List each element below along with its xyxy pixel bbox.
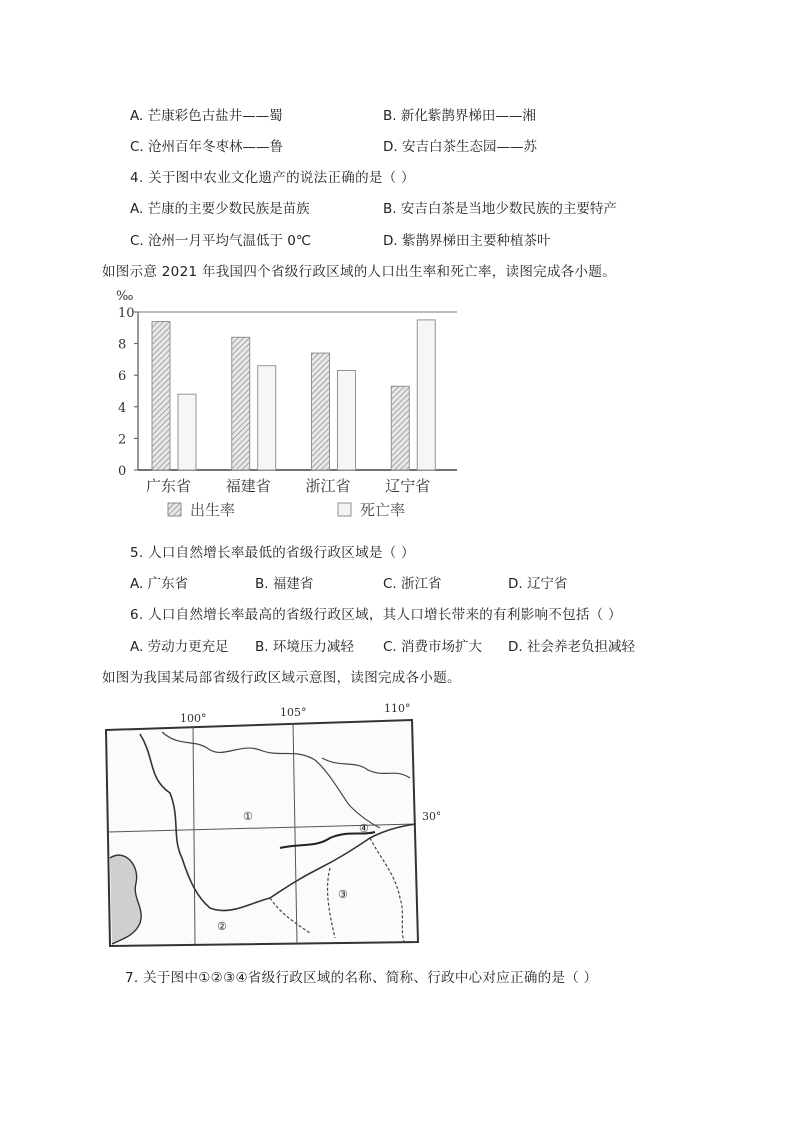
bar-birth-rate xyxy=(152,321,170,470)
chart-legend xyxy=(168,501,405,519)
y-tick-label: 2 xyxy=(118,432,127,448)
bar-birth-rate xyxy=(312,353,330,470)
q3-option-b: B. 新化紫鹊界梯田——湘 xyxy=(383,108,536,124)
q5-option-b: B. 福建省 xyxy=(255,576,314,592)
bar-death-rate xyxy=(178,394,196,470)
q4-option-b: B. 安吉白茶是当地少数民族的主要特产 xyxy=(383,201,617,217)
q4-option-d: D. 紫鹊界梯田主要种植茶叶 xyxy=(383,233,551,249)
lat-label-30: 30° xyxy=(422,810,440,823)
x-category-label: 辽宁省 xyxy=(385,477,431,495)
chart-intro: 如图示意 2021 年我国四个省级行政区域的人口出生率和死亡率，读图完成各小题。 xyxy=(102,264,616,280)
y-tick-label: 10 xyxy=(118,306,135,321)
q5-option-c: C. 浙江省 xyxy=(383,576,442,592)
question-5-stem: 5. 人口自然增长率最低的省级行政区域是（ ） xyxy=(130,545,415,561)
lon-label-105: 105° xyxy=(280,706,307,719)
map-marker-2: ② xyxy=(217,920,227,933)
q3-option-c: C. 沧州百年冬枣林——鲁 xyxy=(130,139,284,155)
bar-death-rate xyxy=(417,320,435,470)
bar-death-rate xyxy=(338,370,356,470)
y-tick-label: 8 xyxy=(118,337,127,353)
y-tick-label: 6 xyxy=(118,369,127,385)
q6-option-b: B. 环境压力减轻 xyxy=(255,639,354,655)
y-unit-label: ‰ xyxy=(116,289,134,304)
map-marker-4: ④ xyxy=(359,822,369,835)
y-tick-label: 0 xyxy=(118,464,127,479)
x-category-label: 浙江省 xyxy=(305,477,351,495)
question-7-stem: 7. 关于图中①②③④省级行政区域的名称、简称、行政中心对应正确的是（ ） xyxy=(125,970,598,986)
regional-map xyxy=(100,698,440,948)
legend-birth-swatch xyxy=(168,503,181,516)
q6-option-c: C. 消费市场扩大 xyxy=(383,639,483,655)
q5-option-a: A. 广东省 xyxy=(130,576,189,592)
q4-option-a: A. 芒康的主要少数民族是苗族 xyxy=(130,201,310,217)
map-marker-3: ③ xyxy=(338,888,348,901)
legend-death-label: 死亡率 xyxy=(360,501,406,519)
bar-death-rate xyxy=(258,366,276,470)
question-4-stem: 4. 关于图中农业文化遗产的说法正确的是（ ） xyxy=(130,170,415,186)
y-tick-label: 4 xyxy=(118,400,127,416)
question-6-stem: 6. 人口自然增长率最高的省级行政区域，其人口增长带来的有利影响不包括（ ） xyxy=(130,607,622,623)
map-marker-1: ① xyxy=(243,810,253,823)
q3-option-a: A. 芒康彩色古盐井——蜀 xyxy=(130,108,283,124)
lon-label-110: 110° xyxy=(384,702,411,715)
legend-death-swatch xyxy=(338,503,351,516)
bar-birth-rate xyxy=(232,337,250,470)
chart-bars xyxy=(152,320,435,470)
bar-birth-rate xyxy=(391,386,409,470)
x-category-label: 广东省 xyxy=(146,477,192,495)
birth-death-rate-chart xyxy=(112,288,462,528)
q5-option-d: D. 辽宁省 xyxy=(508,576,568,592)
chart-categories xyxy=(146,477,430,495)
q3-option-d: D. 安吉白茶生态园——苏 xyxy=(383,139,537,155)
legend-birth-label: 出生率 xyxy=(190,501,236,519)
map-intro: 如图为我国某局部省级行政区域示意图，读图完成各小题。 xyxy=(102,670,461,686)
q6-option-a: A. 劳动力更充足 xyxy=(130,639,229,655)
x-category-label: 福建省 xyxy=(225,477,271,495)
q4-option-c: C. 沧州一月平均气温低于 0℃ xyxy=(130,233,312,249)
q6-option-d: D. 社会养老负担减轻 xyxy=(508,639,635,655)
lon-label-100: 100° xyxy=(180,712,207,725)
